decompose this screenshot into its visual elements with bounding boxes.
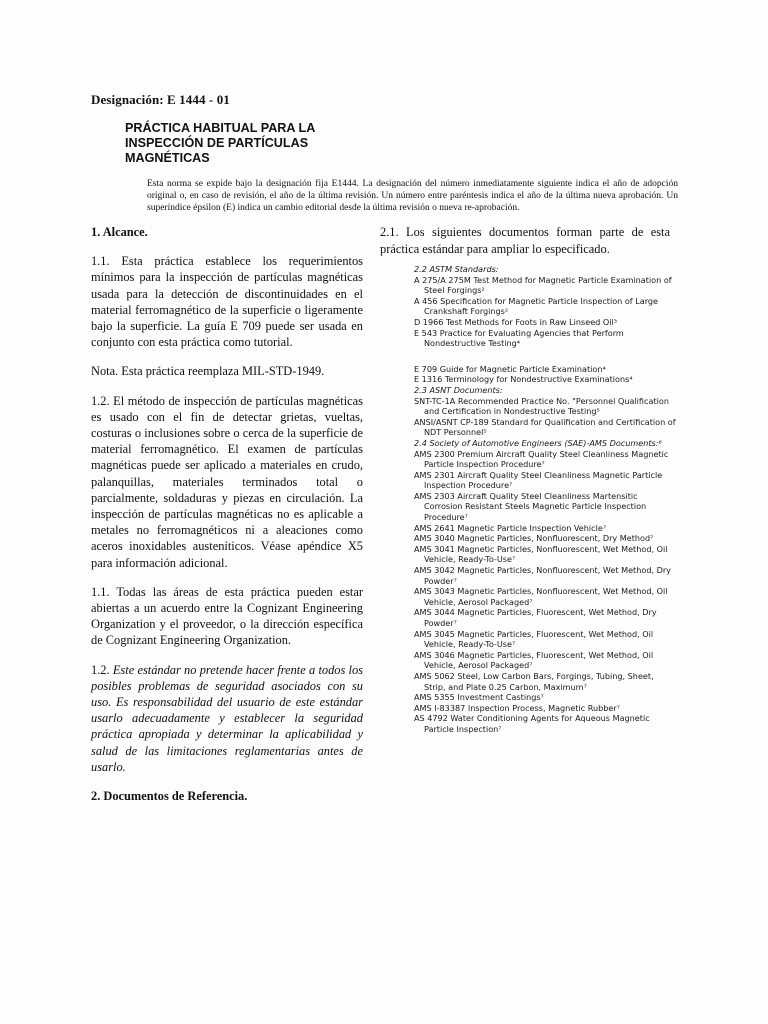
list-item: AMS 3040 Magnetic Particles, Nonfluorescent, Dry Method⁷ xyxy=(414,533,654,544)
list-item: E 709 Guide for Magnetic Particle Examination⁴ xyxy=(414,363,606,374)
list-item: AMS 3046 Magnetic Particles, Fluorescent, Wet Method, Oil Vehicle, Aerosol Packaged⁷ xyxy=(414,649,654,671)
right-column xyxy=(380,224,670,257)
list-item: E 543 Practice for Evaluating Agencies that Perform Nondestructive Testing⁴ xyxy=(414,327,624,349)
list-item: AMS 2303 Aircraft Quality Steel Cleanliness Martensitic Corrosion Resistant Steels Magnetic Particle Inspection Procedure⁷ xyxy=(414,490,647,523)
list-item: AMS 3044 Magnetic Particles, Fluorescent, Wet Method, Dry Powder⁷ xyxy=(414,607,657,628)
paragraph-1-1-b: 1.1. Todas las áreas de esta práctica pueden estar abiertas a un acuerdo entre la Cognizant Engineering Organization y el proveedor, o la dirección específica de Cognizant Engineering Organization. xyxy=(91,584,363,648)
spacer xyxy=(414,349,676,364)
list-item: AMS I-83387 Inspection Process, Magnetic Rubber⁷ xyxy=(414,702,620,713)
asnt-heading: 2.3 ASNT Documents: xyxy=(414,384,503,395)
safety-paragraph-number: 1.2. xyxy=(91,662,110,677)
list-item: AMS 2300 Premium Aircraft Quality Steel Cleanliness Magnetic Particle Inspection Procedure⁷ xyxy=(414,448,669,470)
title-line-1: PRÁCTICA HABITUAL PARA LA xyxy=(125,121,316,135)
list-item: SNT-TC-1A Recommended Practice No. "Personnel Qualification and Certification in Nondestructive Testing⁵ xyxy=(414,395,669,417)
list-item: AMS 5062 Steel, Low Carbon Bars, Forgings, Tubing, Sheet, Strip, and Plate 0.25 Carbon, Maximum⁷ xyxy=(414,670,654,692)
section-2-heading: 2. Documentos de Referencia. xyxy=(91,789,248,804)
list-item: AMS 3041 Magnetic Particles, Nonfluorescent, Wet Method, Oil Vehicle, Ready-To-Use⁷ xyxy=(414,543,668,565)
list-item: A 456 Specification for Magnetic Particle Inspection of Large Crankshaft Forgings² xyxy=(414,295,659,317)
list-item: AMS 2301 Aircraft Quality Steel Cleanliness Magnetic Particle Inspection Procedure⁷ xyxy=(414,469,663,491)
section-1-heading: 1. Alcance. xyxy=(91,225,148,239)
safety-paragraph xyxy=(91,662,363,775)
list-item: AMS 5355 Investment Castings⁷ xyxy=(414,692,544,703)
list-item: AS 4792 Water Conditioning Agents for Aqueous Magnetic Particle Inspection⁷ xyxy=(414,713,650,734)
designation-line: Designación: E 1444 - 01 xyxy=(91,92,230,107)
paragraph-1-1: 1.1. Esta práctica establece los requerimientos mínimos para la inspección de partículas magnéticas usada para la detección de discontinuidades en el material ferromagnético de la superficie o ligeramente bajo la superficie. La guía E 709 puede ser usada en conjunto con esta práctica como tutorial. xyxy=(91,254,363,350)
list-item: AMS 2641 Magnetic Particle Inspection Vehicle⁷ xyxy=(414,522,607,533)
list-item: AMS 3043 Magnetic Particles, Nonfluorescent, Wet Method, Oil Vehicle, Aerosol Packaged⁷ xyxy=(414,586,668,607)
safety-paragraph-text: Este estándar no pretende hacer frente a todos los posibles problemas de seguridad asociados con su uso. Es responsabilidad del usuario de este estándar usarlo adecuadamente y establecer la seguridad práctica apropiada y determinar la aplicabilidad y salud de las limitaciones reglamentarias antes de usarlo. xyxy=(91,662,364,774)
list-item: A 275/A 275M Test Method for Magnetic Particle Examination of Steel Forgings² xyxy=(414,274,672,296)
left-column xyxy=(91,224,363,817)
document-title xyxy=(125,121,425,166)
note-paragraph: Nota. Esta práctica reemplaza MIL-STD-1949. xyxy=(91,364,325,379)
astm-heading: 2.2 ASTM Standards: xyxy=(414,264,499,274)
list-item: E 1316 Terminology for Nondestructive Examinations⁴ xyxy=(414,374,633,385)
sae-heading: 2.4 Society of Automotive Engineers (SAE)-AMS Documents:⁶ xyxy=(414,437,662,448)
title-line-3: MAGNÉTICAS xyxy=(125,151,210,165)
list-item: D 1966 Test Methods for Foots in Raw Linseed Oil³ xyxy=(414,316,618,327)
paragraph-1-2: 1.2. El método de inspección de partículas magnéticas es usado con el fin de detectar grietas, vueltas, costuras o inclusiones sobre o cerca de la superficie de material ferromagnético. El examen de partículas magnéticas puede ser aplicado a materiales en crudo, palanquillas, materiales terminados total o parcialmente, soldaduras y piezas en circulación. La inspección de partículas magnéticas no es aplicable a metales no ferromagnéticos ni a aleaciones como aceros inoxidables austeníticos. Véase apéndice X5 para información adicional. xyxy=(91,393,363,570)
intro-paragraph: Esta norma se expide bajo la designación fija E1444. La designación del número inmediatamente siguiente indica el año de adopción original o, en caso de revisión, el año de la última revisión. Un número entre paréntesis indica el año de la última nueva aprobación. Un superíndice épsilon (E) indica un cambio editorial desde la última revisión o nueva re-aprobación. xyxy=(147,179,678,213)
list-item: AMS 3042 Magnetic Particles, Nonfluorescent, Wet Method, Dry Powder⁷ xyxy=(414,565,671,586)
referenced-documents-list xyxy=(414,264,676,735)
list-item: ANSI/ASNT CP-189 Standard for Qualification and Certification of NDT Personnel⁵ xyxy=(414,416,676,438)
title-line-2: INSPECCIÓN DE PARTÍCULAS xyxy=(125,136,309,150)
list-item: AMS 3045 Magnetic Particles, Fluorescent, Wet Method, Oil Vehicle, Ready-To-Use⁷ xyxy=(414,628,654,650)
paragraph-2-1: 2.1. Los siguientes documentos forman parte de esta práctica estándar para ampliar lo especificado. xyxy=(380,225,670,256)
